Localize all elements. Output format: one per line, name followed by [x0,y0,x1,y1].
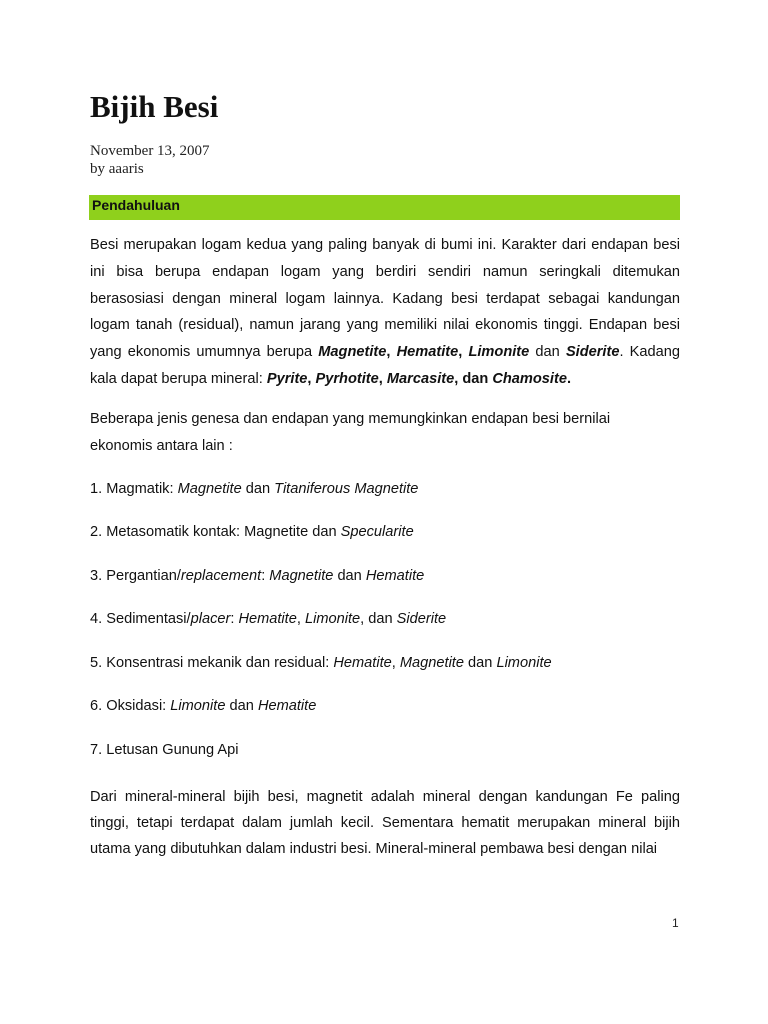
list-text: , dan [360,611,397,627]
section-heading-banner [89,195,680,220]
list-text: 5. Konsentrasi mekanik dan residual: [90,655,334,671]
list-mineral: Magnetite [399,655,464,671]
mineral-hematite: Hematite [396,344,459,361]
intro-text-1: Besi merupakan logam kedua yang paling banyak di bumi ini. Karakter dari endapan besi ini bisa berupa endapan logam yang berdiri sendiri namun seringkali ditemukan berasosiasi dengan mineral logam lainnya. Kadang besi terdapat sebagai kandungan logam tanah (residual), namun jarang yang memiliki nilai ekonomis tinggi. Endapan besi yang ekonomis umumnya berupa [90,237,680,361]
list-item-5 [90,655,680,671]
intro-conjunction-bold: , dan [454,370,493,387]
list-text: : [230,611,239,627]
page-number: 1 [672,916,679,930]
list-text: 1. Magmatik: [90,481,178,497]
genesis-intro-line-1: Beberapa jenis genesa dan endapan yang memungkinkan endapan besi bernilai [90,411,611,427]
list-mineral: Limonite [170,698,226,714]
document-title: Bijih Besi [90,89,219,124]
section-heading: Pendahuluan [92,197,180,213]
mineral-pyrite: Pyrite [266,370,308,387]
list-item-4 [90,611,680,627]
list-mineral: Hematite [238,611,297,627]
list-item-7 [90,742,680,758]
list-mineral: Magnetite [269,568,334,584]
list-text: , [296,611,305,627]
mineral-pyrhotite: Pyrhotite [315,370,379,387]
list-item-2 [90,524,680,540]
mineral-marcasite: Marcasite [386,370,455,387]
list-mineral: Hematite [333,655,392,671]
list-term: replacement [180,568,262,584]
intro-text-2: . Kadang kala dapat berupa mineral: [90,344,680,387]
list-item-3 [90,568,680,584]
list-mineral: Siderite [396,611,447,627]
list-text: 6. Oksidasi: [90,698,171,714]
list-mineral: Hematite [257,698,317,714]
list-item-1 [90,481,680,497]
intro-comma: , [378,370,387,387]
post-author: by aaaris [90,161,144,177]
list-text: : [261,568,270,584]
list-text: 7. Letusan Gunung Api [90,742,239,758]
list-term: placer [190,611,231,627]
mineral-siderite: Siderite [565,344,620,361]
list-mineral: Specularite [340,524,414,540]
list-mineral: Limonite [304,611,361,627]
intro-comma: , [386,344,397,361]
post-meta [90,142,210,178]
mineral-limonite: Limonite [468,344,530,361]
list-item-6 [90,698,680,714]
list-text: dan [225,698,258,714]
list-mineral: Limonite [496,655,552,671]
list-text: 2. Metasomatik kontak: Magnetite dan [90,524,341,540]
list-text: 4. Sedimentasi/ [90,611,191,627]
list-mineral: Magnetite [177,481,242,497]
list-text: 3. Pergantian/ [90,568,181,584]
genesis-intro-line-2: ekonomis antara lain : [90,438,233,454]
list-text: dan [463,655,497,671]
closing-paragraph: Dari mineral-mineral bijih besi, magnetit adalah mineral dengan kandungan Fe paling tinggi, tetapi terdapat dalam jumlah kecil. Sementara hematit merupakan mineral bijih utama yang dibutuhkan dalam industri besi. Mineral-mineral pembawa besi dengan nilai [90,789,680,857]
mineral-chamosite: Chamosite [492,370,567,387]
intro-paragraph [90,232,680,393]
intro-comma: , [458,344,469,361]
genesis-intro-paragraph [90,410,680,456]
intro-conjunction: dan [529,344,566,361]
list-text: dan [241,481,275,497]
post-date: November 13, 2007 [90,143,210,159]
mineral-magnetite: Magnetite [318,344,387,361]
list-text: , [391,655,400,671]
intro-period: . [566,370,572,387]
intro-comma: , [307,370,316,387]
list-mineral: Hematite [365,568,425,584]
list-text: dan [333,568,366,584]
list-mineral: Titaniferous Magnetite [274,481,419,497]
